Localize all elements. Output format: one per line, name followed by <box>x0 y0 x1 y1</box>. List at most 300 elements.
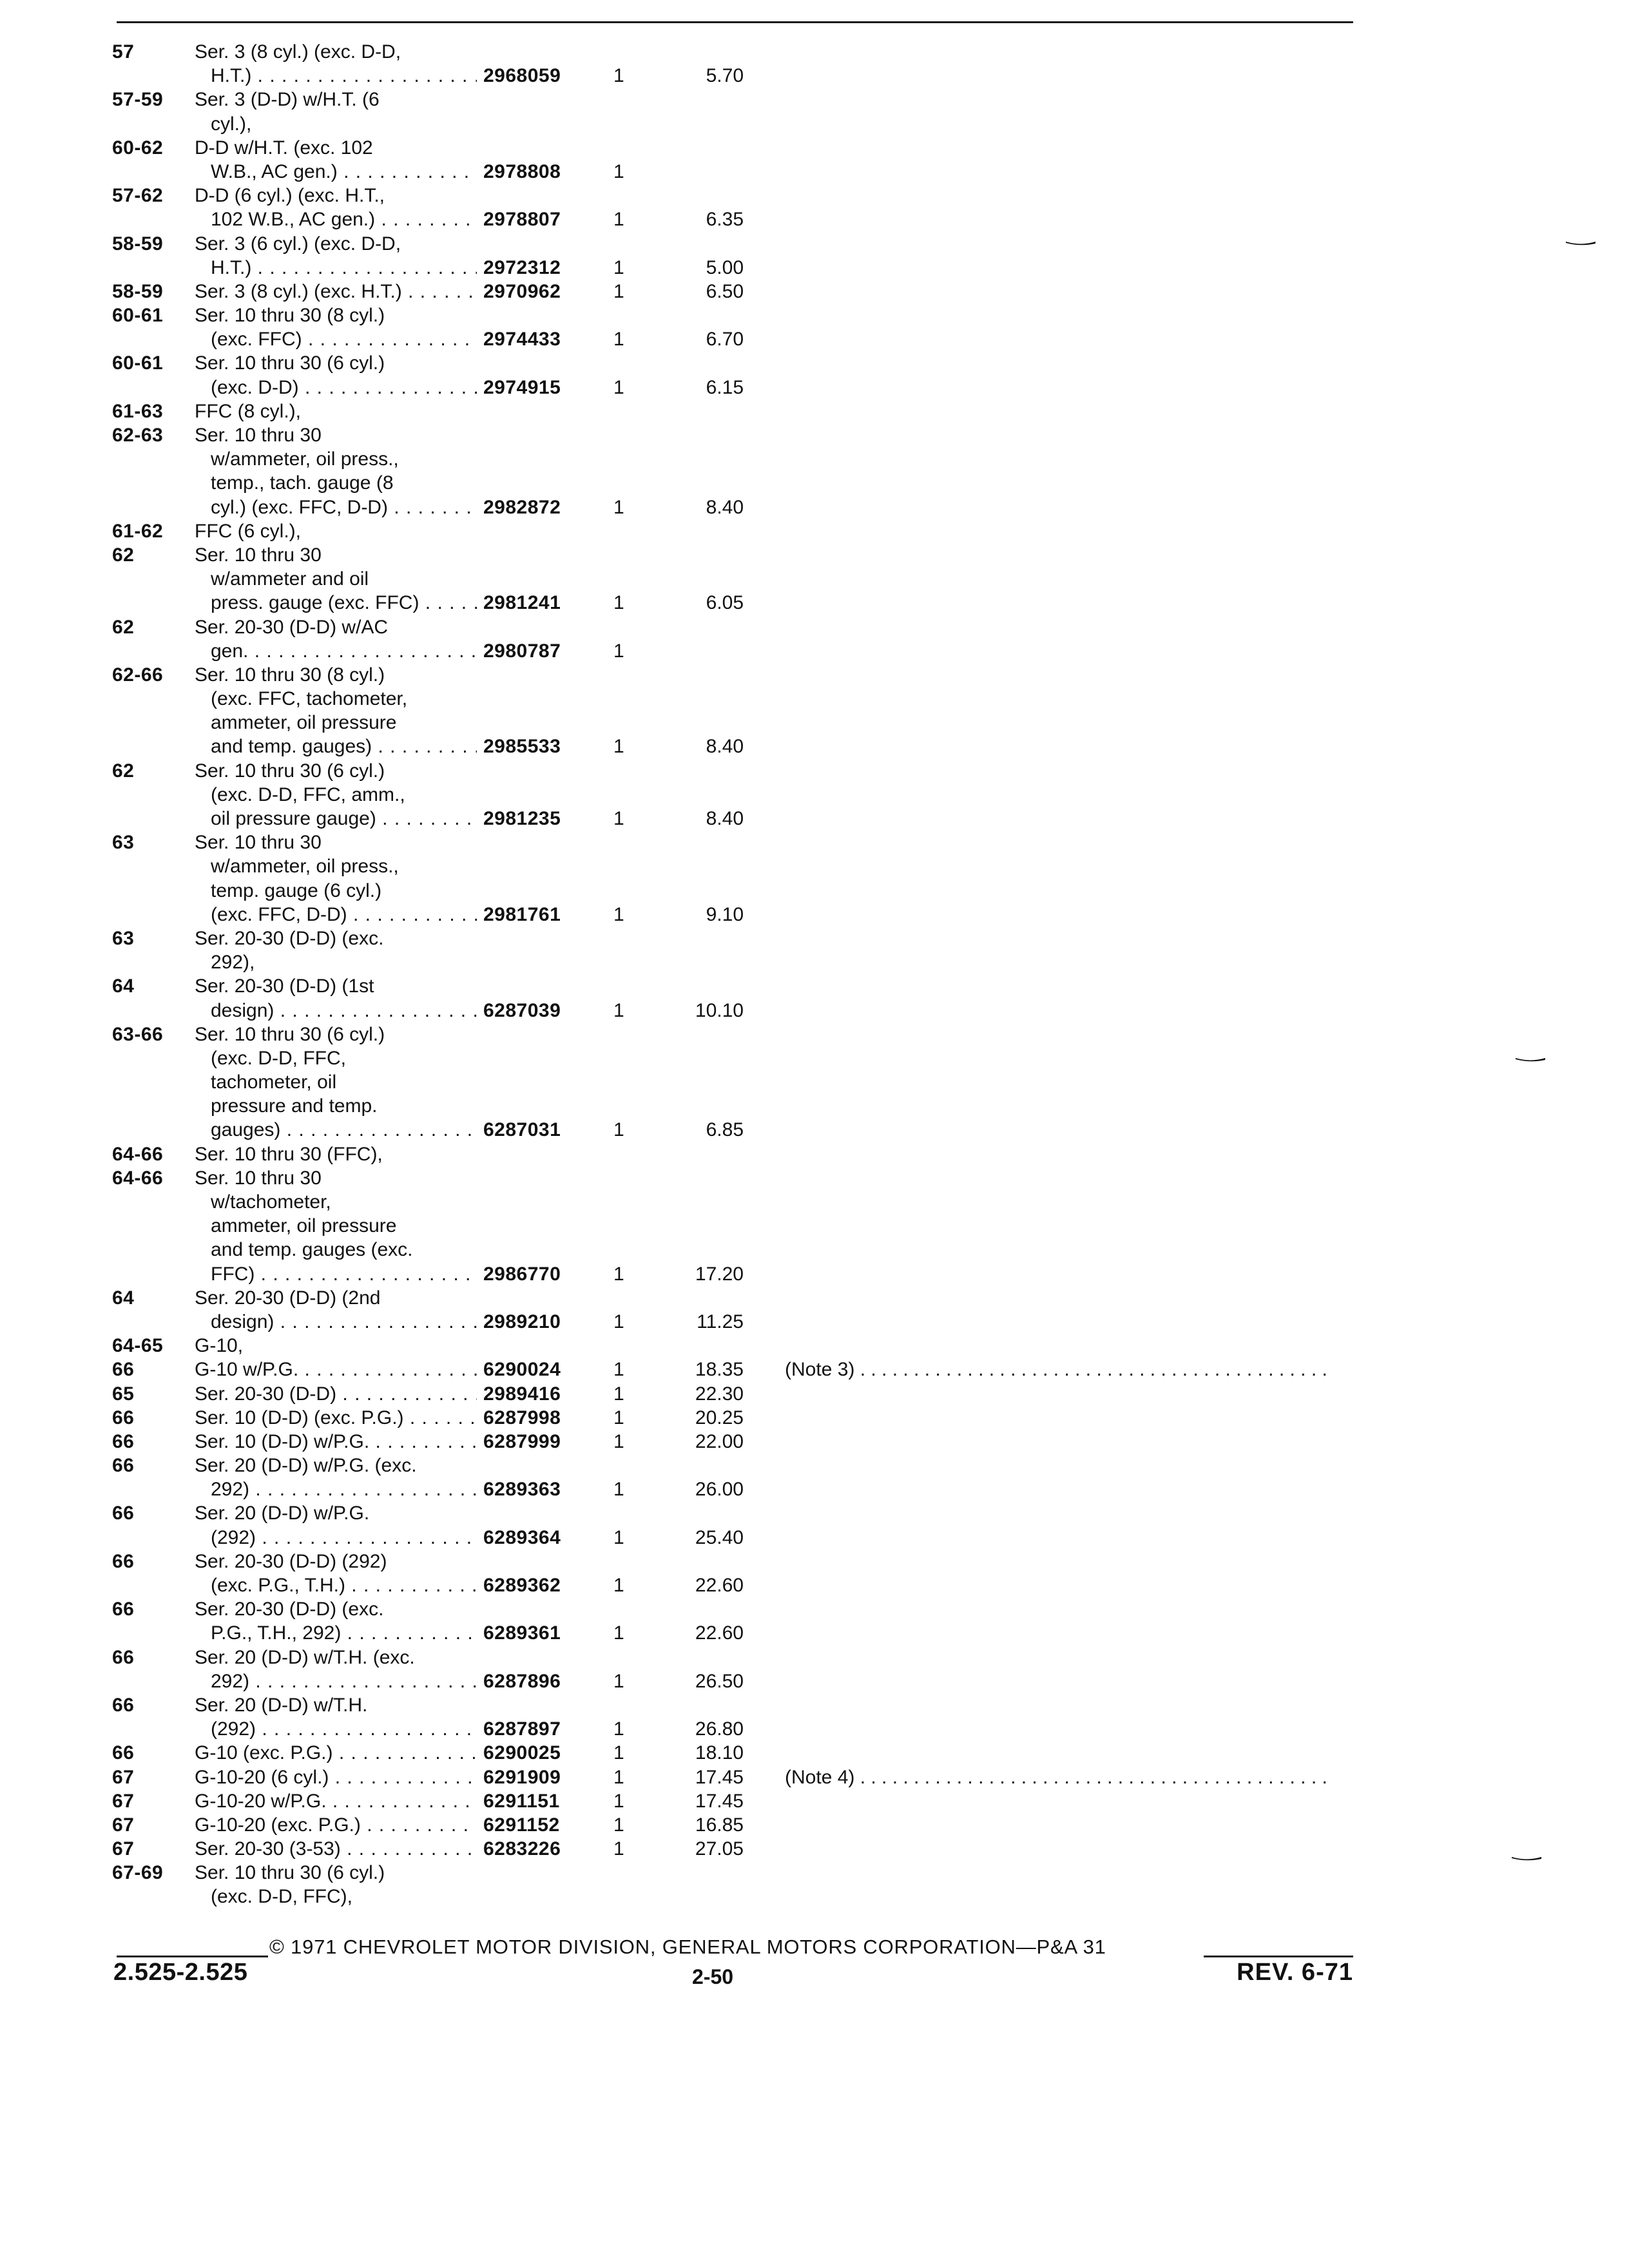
list-price: 8.40 <box>706 496 744 518</box>
parts-row <box>112 1046 1401 1070</box>
part-description: (exc. FFC, D-D) . . . <box>211 903 572 927</box>
parts-row <box>112 1023 1401 1046</box>
parts-row <box>112 999 1401 1023</box>
parts-row <box>112 711 1401 735</box>
quantity: 1 <box>613 1407 624 1428</box>
parts-row <box>112 1646 1401 1669</box>
quantity: 1 <box>613 903 624 925</box>
part-description: FFC (6 cyl.), <box>195 520 301 542</box>
quantity: 1 <box>613 1670 624 1692</box>
model-years: 61-62 <box>112 520 164 542</box>
part-description: H.T.) . . . <box>211 256 572 280</box>
part-description: (exc. D-D) . . . <box>211 376 572 399</box>
model-years: 66 <box>112 1550 135 1572</box>
part-description: design) . . . <box>211 999 572 1023</box>
revision-label: REV. 6-71 <box>1237 1959 1353 1986</box>
part-number: 2986770 <box>477 1262 599 1286</box>
part-description: press. gauge (exc. FFC) . . . <box>211 591 572 615</box>
quantity: 1 <box>613 1766 624 1788</box>
parts-row <box>112 1693 1401 1717</box>
model-years: 64-66 <box>112 1143 164 1165</box>
model-years: 64-66 <box>112 1167 164 1189</box>
parts-row <box>112 88 1401 111</box>
list-price: 9.10 <box>706 903 744 925</box>
part-description: Ser. 20-30 (D-D) w/AC <box>195 616 389 638</box>
quantity: 1 <box>613 160 624 182</box>
model-years: 64-65 <box>112 1335 164 1357</box>
part-description: w/ammeter, oil press., <box>211 856 399 878</box>
part-description: Ser. 20-30 (3-53) . . . <box>195 1837 555 1861</box>
parts-row <box>112 950 1401 974</box>
part-number: 6291152 <box>477 1813 599 1837</box>
part-number: 6287896 <box>477 1669 599 1693</box>
parts-row <box>112 1238 1401 1262</box>
part-description: G-10 (exc. P.G.) . . . <box>195 1741 555 1765</box>
list-price: 6.50 <box>706 280 744 302</box>
model-years: 66 <box>112 1646 135 1668</box>
model-years: 63 <box>112 927 135 949</box>
part-description: cyl.), <box>211 113 252 135</box>
part-description: FFC (8 cyl.), <box>195 400 301 422</box>
parts-row <box>112 1717 1401 1741</box>
model-years: 63 <box>112 832 135 854</box>
parts-row <box>112 376 1401 399</box>
part-description: W.B., AC gen.) . . . <box>211 160 572 184</box>
parts-row <box>112 207 1401 231</box>
quantity: 1 <box>613 1718 624 1740</box>
hole-punch-mark <box>1512 1856 1541 1861</box>
hole-punch-mark <box>1516 1057 1545 1062</box>
part-description: cyl.) (exc. FFC, D-D) . . . <box>211 495 572 519</box>
parts-row <box>112 1286 1401 1310</box>
parts-row <box>112 543 1401 567</box>
model-years: 60-61 <box>112 352 164 374</box>
part-description: 292) . . . <box>211 1669 572 1693</box>
footer-rule-right <box>1204 1956 1353 1957</box>
part-description: G-10-20 (exc. P.G.) . . . <box>195 1813 555 1837</box>
model-years: 66 <box>112 1430 135 1452</box>
quantity: 1 <box>613 1119 624 1141</box>
part-description: Ser. 10 (D-D) w/P.G. . . . <box>195 1430 555 1454</box>
parts-row <box>112 854 1401 878</box>
quantity: 1 <box>613 640 624 662</box>
part-description: Ser. 20-30 (D-D) (2nd <box>195 1287 381 1309</box>
parts-row <box>112 280 1401 303</box>
list-price: 10.10 <box>695 999 744 1021</box>
quantity: 1 <box>613 65 624 87</box>
parts-row <box>112 903 1401 927</box>
hole-punch-mark <box>1566 240 1595 246</box>
part-number: 2981241 <box>477 591 599 615</box>
part-description: gauges) . . . <box>211 1118 572 1142</box>
part-number: 6291151 <box>477 1789 599 1813</box>
part-description: Ser. 10 thru 30 <box>195 1167 322 1189</box>
part-number: 2985533 <box>477 735 599 758</box>
list-price: 5.70 <box>706 65 744 87</box>
part-number: 2980787 <box>477 639 599 663</box>
model-years: 67 <box>112 1814 135 1836</box>
parts-row <box>112 783 1401 807</box>
part-description: (exc. P.G., T.H.) . . . <box>211 1573 572 1597</box>
model-years: 60-62 <box>112 137 164 159</box>
quantity: 1 <box>613 1575 624 1596</box>
top-rule <box>117 21 1353 23</box>
parts-row <box>112 327 1401 351</box>
parts-row <box>112 351 1401 375</box>
part-description: Ser. 10 thru 30 (6 cyl.) <box>195 760 385 782</box>
quantity: 1 <box>613 209 624 231</box>
copyright-line: © 1971 CHEVROLET MOTOR DIVISION, GENERAL MOTORS CORPORATION—P&A 31 <box>269 1936 1106 1958</box>
parts-row <box>112 759 1401 783</box>
part-description: tachometer, oil <box>211 1072 337 1093</box>
model-years: 57-59 <box>112 89 164 111</box>
quantity: 1 <box>613 1359 624 1381</box>
list-price: 17.45 <box>695 1790 744 1812</box>
parts-row <box>112 1789 1401 1813</box>
part-description: pressure and temp. <box>211 1095 378 1117</box>
parts-row <box>112 879 1401 903</box>
parts-row <box>112 399 1401 423</box>
parts-row <box>112 1262 1401 1286</box>
list-price: 6.70 <box>706 329 744 351</box>
model-years: 64 <box>112 975 135 997</box>
quantity: 1 <box>613 1430 624 1452</box>
list-price: 25.40 <box>695 1526 744 1548</box>
part-number: 2981235 <box>477 807 599 831</box>
list-price: 11.25 <box>697 1311 744 1332</box>
part-description: (exc. D-D, FFC, amm., <box>211 783 405 805</box>
model-years: 66 <box>112 1359 135 1381</box>
parts-row <box>112 1573 1401 1597</box>
part-description: Ser. 20-30 (D-D) (292) <box>195 1550 387 1572</box>
list-price: 17.45 <box>695 1766 744 1788</box>
parts-row <box>112 1550 1401 1573</box>
list-price: 6.35 <box>706 209 744 231</box>
part-description: (292) . . . <box>211 1526 572 1550</box>
part-description: and temp. gauges) . . . <box>211 735 572 758</box>
model-years: 67 <box>112 1790 135 1812</box>
parts-row <box>112 495 1401 519</box>
part-number: 2978808 <box>477 160 599 184</box>
part-description: 292), <box>211 952 255 974</box>
parts-row <box>112 1477 1401 1501</box>
model-years: 66 <box>112 1503 135 1524</box>
parts-row <box>112 807 1401 831</box>
quantity: 1 <box>613 376 624 398</box>
part-number: 6287998 <box>477 1406 599 1430</box>
model-years: 60-61 <box>112 305 164 327</box>
parts-row <box>112 831 1401 854</box>
quantity: 1 <box>613 1790 624 1812</box>
parts-row <box>112 1526 1401 1550</box>
parts-row <box>112 40 1401 64</box>
model-years: 62-63 <box>112 425 164 446</box>
quantity: 1 <box>613 736 624 758</box>
parts-row <box>112 1310 1401 1334</box>
part-description: G-10-20 w/P.G. . . . <box>195 1789 555 1813</box>
part-description: Ser. 20-30 (D-D) (exc. <box>195 1599 384 1620</box>
parts-row <box>112 663 1401 687</box>
quantity: 1 <box>613 1311 624 1332</box>
model-years: 66 <box>112 1407 135 1428</box>
part-description: H.T.) . . . <box>211 64 572 88</box>
quantity: 1 <box>613 1526 624 1548</box>
list-price: 8.40 <box>706 736 744 758</box>
list-price: 8.40 <box>706 808 744 829</box>
part-number: 6289362 <box>477 1573 599 1597</box>
quantity: 1 <box>613 1383 624 1405</box>
part-number: 6290025 <box>477 1741 599 1765</box>
part-number: 2970962 <box>477 280 599 303</box>
part-number: 6287897 <box>477 1717 599 1741</box>
list-price: 18.10 <box>695 1742 744 1764</box>
part-description: 102 W.B., AC gen.) . . . <box>211 207 572 231</box>
part-description: Ser. 10 thru 30 (6 cyl.) <box>195 1862 385 1884</box>
part-description: G-10 w/P.G. . . . <box>195 1358 555 1381</box>
list-price: 17.20 <box>695 1263 744 1285</box>
list-price: 26.80 <box>695 1718 744 1740</box>
list-price: 6.15 <box>706 376 744 398</box>
parts-row <box>112 1190 1401 1214</box>
parts-row <box>112 1885 1401 1908</box>
parts-row <box>112 1166 1401 1190</box>
parts-row <box>112 1214 1401 1238</box>
parts-row <box>112 423 1401 447</box>
part-number: 2978807 <box>477 207 599 231</box>
quantity: 1 <box>613 999 624 1021</box>
list-price: 18.35 <box>695 1359 744 1381</box>
part-number: 2972312 <box>477 256 599 280</box>
quantity: 1 <box>613 1263 624 1285</box>
parts-row <box>112 1118 1401 1142</box>
part-description: ammeter, oil pressure <box>211 712 397 734</box>
part-description: Ser. 3 (8 cyl.) (exc. D-D, <box>195 41 401 62</box>
list-price: 22.60 <box>695 1622 744 1644</box>
part-description: Ser. 20 (D-D) w/T.H. (exc. <box>195 1646 415 1668</box>
model-years: 66 <box>112 1599 135 1620</box>
quantity: 1 <box>613 1742 624 1764</box>
parts-row <box>112 567 1401 591</box>
part-number: 6291909 <box>477 1765 599 1789</box>
part-number: 2968059 <box>477 64 599 88</box>
model-years: 61-63 <box>112 400 164 422</box>
part-number: 2989416 <box>477 1382 599 1406</box>
part-description: w/tachometer, <box>211 1191 331 1213</box>
note-reference: (Note 3) . . . <box>785 1358 1333 1381</box>
part-description: w/ammeter, oil press., <box>211 448 399 470</box>
list-price: 16.85 <box>695 1814 744 1836</box>
parts-row <box>112 687 1401 711</box>
quantity: 1 <box>613 1838 624 1860</box>
parts-row <box>112 639 1401 663</box>
parts-row <box>112 1382 1401 1406</box>
model-years: 67 <box>112 1766 135 1788</box>
part-description: ammeter, oil pressure <box>211 1215 397 1237</box>
parts-row <box>112 64 1401 88</box>
parts-row <box>112 1741 1401 1765</box>
part-description: Ser. 10 thru 30 <box>195 544 322 566</box>
section-number: 2.525-2.525 <box>113 1959 248 1986</box>
parts-row <box>112 1669 1401 1693</box>
part-number: 6283226 <box>477 1837 599 1861</box>
list-price: 22.30 <box>695 1383 744 1405</box>
list-price: 26.00 <box>695 1479 744 1501</box>
part-description: design) . . . <box>211 1310 572 1334</box>
list-price: 26.50 <box>695 1670 744 1692</box>
model-years: 62 <box>112 544 135 566</box>
parts-row <box>112 615 1401 639</box>
model-years: 64 <box>112 1287 135 1309</box>
parts-row <box>112 591 1401 615</box>
parts-row <box>112 1861 1401 1885</box>
list-price: 22.60 <box>695 1575 744 1596</box>
model-years: 58-59 <box>112 280 164 302</box>
model-years: 67-69 <box>112 1862 164 1884</box>
model-years: 62 <box>112 760 135 782</box>
parts-row <box>112 447 1401 471</box>
parts-row <box>112 735 1401 758</box>
part-number: 2974915 <box>477 376 599 399</box>
parts-row <box>112 112 1401 136</box>
list-price: 6.05 <box>706 592 744 614</box>
parts-row <box>112 1837 1401 1861</box>
model-years: 66 <box>112 1742 135 1764</box>
quantity: 1 <box>613 329 624 351</box>
quantity: 1 <box>613 1479 624 1501</box>
part-description: (exc. D-D, FFC, <box>211 1047 346 1069</box>
part-description: Ser. 20 (D-D) w/P.G. (exc. <box>195 1455 417 1477</box>
part-description: Ser. 20-30 (D-D) (1st <box>195 975 374 997</box>
part-number: 6287999 <box>477 1430 599 1454</box>
part-number: 2974433 <box>477 327 599 351</box>
part-description: Ser. 3 (D-D) w/H.T. (6 <box>195 89 380 111</box>
part-number: 2989210 <box>477 1310 599 1334</box>
parts-row <box>112 256 1401 280</box>
part-description: Ser. 20 (D-D) w/T.H. <box>195 1694 368 1716</box>
part-description: Ser. 20-30 (D-D) (exc. <box>195 927 384 949</box>
part-description: FFC) . . . <box>211 1262 572 1286</box>
parts-row <box>112 1454 1401 1477</box>
part-description: w/ammeter and oil <box>211 568 369 590</box>
page-number: 2-50 <box>692 1965 734 1988</box>
part-description: gen. . . . <box>211 639 572 663</box>
part-description: D-D (6 cyl.) (exc. H.T., <box>195 185 385 207</box>
part-number: 6289363 <box>477 1477 599 1501</box>
quantity: 1 <box>613 808 624 829</box>
part-description: G-10-20 (6 cyl.) . . . <box>195 1765 555 1789</box>
quantity: 1 <box>613 496 624 518</box>
part-description: temp. gauge (6 cyl.) <box>211 879 382 901</box>
model-years: 65 <box>112 1383 135 1405</box>
part-description: Ser. 10 thru 30 (8 cyl.) <box>195 664 385 686</box>
part-description: D-D w/H.T. (exc. 102 <box>195 137 373 159</box>
list-price: 22.00 <box>695 1430 744 1452</box>
part-description: Ser. 10 (D-D) (exc. P.G.) . . . <box>195 1406 555 1430</box>
part-number: 2981761 <box>477 903 599 927</box>
part-description: 292) . . . <box>211 1477 572 1501</box>
part-description: (exc. FFC) . . . <box>211 327 572 351</box>
part-number: 6287031 <box>477 1118 599 1142</box>
list-price: 20.25 <box>695 1407 744 1428</box>
parts-row <box>112 1406 1401 1430</box>
parts-row <box>112 1358 1401 1381</box>
model-years: 57 <box>112 41 135 62</box>
parts-row <box>112 232 1401 256</box>
parts-listing <box>112 40 1401 1909</box>
parts-row <box>112 519 1401 543</box>
parts-row <box>112 1597 1401 1621</box>
parts-row <box>112 927 1401 950</box>
part-description: Ser. 20 (D-D) w/P.G. <box>195 1503 370 1524</box>
parts-row <box>112 1501 1401 1525</box>
part-description: Ser. 10 thru 30 (FFC), <box>195 1143 383 1165</box>
part-description: and temp. gauges (exc. <box>211 1239 413 1261</box>
model-years: 58-59 <box>112 233 164 255</box>
part-description: Ser. 10 thru 30 (6 cyl.) <box>195 352 385 374</box>
parts-row <box>112 1334 1401 1358</box>
quantity: 1 <box>613 592 624 614</box>
model-years: 62 <box>112 616 135 638</box>
parts-row <box>112 136 1401 160</box>
parts-row <box>112 160 1401 184</box>
model-years: 66 <box>112 1455 135 1477</box>
part-description: Ser. 20-30 (D-D) . . . <box>195 1382 555 1406</box>
part-description: oil pressure gauge) . . . <box>211 807 572 831</box>
model-years: 67 <box>112 1838 135 1860</box>
list-price: 5.00 <box>706 256 744 278</box>
part-number: 6287039 <box>477 999 599 1023</box>
parts-row <box>112 1094 1401 1118</box>
model-years: 62-66 <box>112 664 164 686</box>
parts-row <box>112 471 1401 495</box>
quantity: 1 <box>613 1814 624 1836</box>
model-years: 63-66 <box>112 1023 164 1045</box>
part-description: Ser. 10 thru 30 (6 cyl.) <box>195 1023 385 1045</box>
parts-row <box>112 1070 1401 1094</box>
part-description: Ser. 3 (8 cyl.) (exc. H.T.) . . . <box>195 280 555 303</box>
part-description: (exc. FFC, tachometer, <box>211 688 408 710</box>
footer-rule-left <box>117 1956 268 1957</box>
part-number: 6289361 <box>477 1621 599 1645</box>
model-years: 57-62 <box>112 185 164 207</box>
parts-row <box>112 303 1401 327</box>
part-number: 6290024 <box>477 1358 599 1381</box>
part-number: 2982872 <box>477 495 599 519</box>
part-number: 6289364 <box>477 1526 599 1550</box>
parts-row <box>112 1430 1401 1454</box>
part-description: Ser. 10 thru 30 <box>195 425 322 446</box>
parts-row <box>112 1621 1401 1645</box>
parts-row <box>112 1142 1401 1166</box>
part-description: (292) . . . <box>211 1717 572 1741</box>
part-description: Ser. 3 (6 cyl.) (exc. D-D, <box>195 233 401 255</box>
part-description: Ser. 10 thru 30 <box>195 832 322 854</box>
note-reference: (Note 4) . . . <box>785 1765 1333 1789</box>
quantity: 1 <box>613 256 624 278</box>
parts-row <box>112 184 1401 207</box>
part-description: (exc. D-D, FFC), <box>211 1886 352 1908</box>
parts-row <box>112 1813 1401 1837</box>
quantity: 1 <box>613 1622 624 1644</box>
part-description: temp., tach. gauge (8 <box>211 472 394 494</box>
part-description: G-10, <box>195 1335 244 1357</box>
parts-row <box>112 974 1401 998</box>
part-description: Ser. 10 thru 30 (8 cyl.) <box>195 305 385 327</box>
part-description: P.G., T.H., 292) . . . <box>211 1621 572 1645</box>
list-price: 27.05 <box>695 1838 744 1860</box>
model-years: 66 <box>112 1694 135 1716</box>
quantity: 1 <box>613 280 624 302</box>
